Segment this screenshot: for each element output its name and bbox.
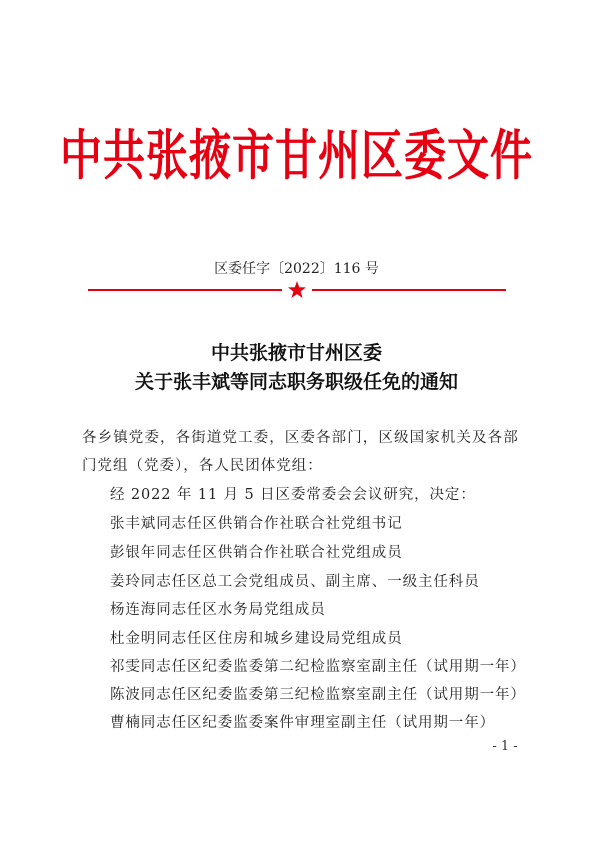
decision-intro: 经 2022 年 11 月 5 日区委常委会会议研究，决定： xyxy=(110,487,476,503)
red-divider xyxy=(88,280,506,300)
notice-title-line1: 中共张掖市甘州区委 xyxy=(210,342,382,364)
document-number: 区委任字〔2022〕116 号 xyxy=(214,261,379,277)
appointment-item: 姜玲同志任区总工会党组成员、副主席、一级主任科员 xyxy=(110,574,480,590)
addressee-line1: 各乡镇党委，各街道党工委，区委各部门，区级国家机关及各部 xyxy=(82,430,519,446)
page-number: - 1 - xyxy=(492,739,518,754)
appointment-item: 祁雯同志任区纪委监委第二纪检监察室副主任（试用期一年） xyxy=(110,659,526,675)
notice-title-line2: 关于张丰斌等同志职务职级任免的通知 xyxy=(134,371,458,393)
appointment-item: 陈波同志任区纪委监委第三纪检监察室副主任（试用期一年） xyxy=(110,687,526,703)
appointment-item: 彭银年同志任区供销合作社联合社党组成员 xyxy=(110,545,403,561)
divider-line-left xyxy=(88,289,282,291)
agency-header-title: 中共张掖市甘州区委文件 xyxy=(59,123,533,187)
appointment-item: 杨连海同志任区水务局党组成员 xyxy=(110,602,326,618)
appointment-item: 张丰斌同志任区供销合作社联合社党组书记 xyxy=(110,516,403,532)
star-icon xyxy=(287,280,307,300)
appointment-item: 杜金明同志任区住房和城乡建设局党组成员 xyxy=(110,631,403,647)
divider-line-right xyxy=(312,289,506,291)
addressee-line2: 门党组（党委），各人民团体党组： xyxy=(82,458,323,474)
appointment-item: 曹楠同志任区纪委监委案件审理室副主任（试用期一年） xyxy=(110,715,495,731)
